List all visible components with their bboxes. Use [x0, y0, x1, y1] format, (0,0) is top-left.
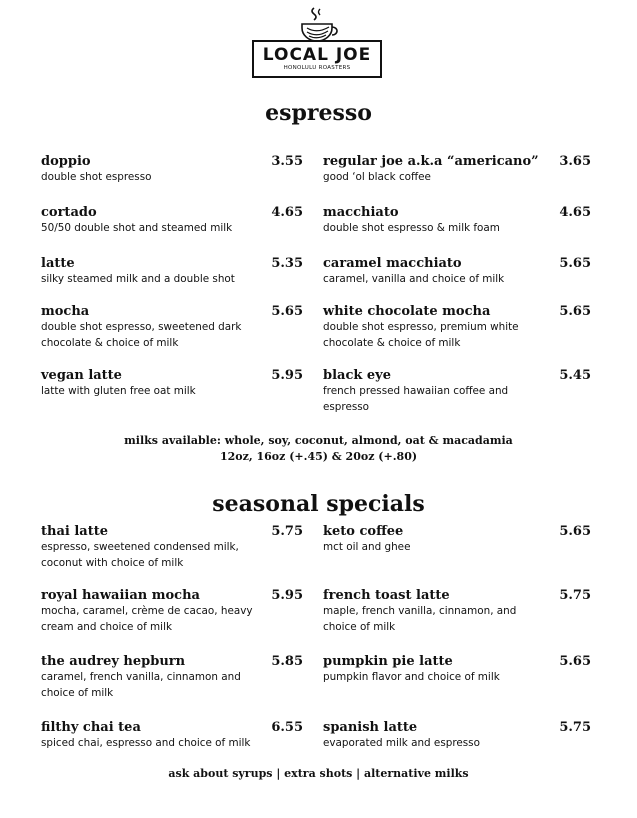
- menu-item: [323, 204, 591, 237]
- logo-tagline: HONOLULU ROASTERS: [283, 65, 351, 71]
- menu-item: [323, 587, 591, 635]
- item-price: 5.85: [271, 654, 303, 669]
- item-price: 5.35: [271, 256, 303, 271]
- item-price: 4.65: [271, 205, 303, 220]
- item-name: vegan latte: [41, 368, 122, 383]
- item-price: 5.65: [271, 304, 303, 319]
- item-name: the audrey hepburn: [41, 654, 186, 669]
- item-description: caramel, vanilla and choice of milk: [323, 273, 505, 285]
- item-description: spiced chai, espresso and choice of milk: [41, 737, 251, 749]
- item-description: double shot espresso: [41, 171, 152, 183]
- item-price: 5.65: [559, 304, 591, 319]
- item-name: regular joe a.k.a “americano”: [323, 154, 539, 169]
- item-description: caramel, french vanilla, cinnamon and choice of milk: [41, 671, 241, 699]
- item-name: latte: [41, 256, 75, 271]
- menu-item: [41, 255, 303, 288]
- item-name: cortado: [41, 205, 97, 220]
- item-description: espresso, sweetened condensed milk, coconut with choice of milk: [41, 541, 239, 569]
- item-description: evaporated milk and espresso: [323, 737, 480, 749]
- item-description: good ‘ol black coffee: [323, 171, 431, 183]
- item-name: thai latte: [41, 524, 108, 539]
- menu-item: [41, 367, 303, 400]
- item-price: 3.65: [559, 154, 591, 169]
- item-price: 5.65: [559, 256, 591, 271]
- item-name: keto coffee: [323, 524, 404, 539]
- item-name: white chocolate mocha: [323, 304, 491, 319]
- logo-name: LOCAL JOE: [262, 45, 372, 65]
- item-name: french toast latte: [323, 588, 450, 603]
- menu-item: [323, 303, 591, 351]
- menu-item: [41, 204, 303, 237]
- menu-item: [323, 719, 591, 752]
- item-price: 3.55: [271, 154, 303, 169]
- milks-note: milks available: whole, soy, coconut, almond, oat & macadamia: [124, 434, 513, 447]
- item-price: 5.95: [271, 588, 303, 603]
- menu-item: [323, 523, 591, 556]
- item-price: 5.65: [559, 654, 591, 669]
- menu-item: [323, 653, 591, 686]
- item-price: 4.65: [559, 205, 591, 220]
- item-price: 5.75: [559, 720, 591, 735]
- item-description: double shot espresso, premium white chocolate & choice of milk: [323, 321, 519, 349]
- item-name: caramel macchiato: [323, 256, 462, 271]
- item-price: 5.95: [271, 368, 303, 383]
- footer-note: ask about syrups | extra shots | alternative milks: [168, 767, 469, 780]
- item-name: doppio: [41, 154, 91, 169]
- menu-item: [41, 587, 303, 635]
- item-description: mct oil and ghee: [323, 541, 411, 553]
- item-description: double shot espresso & milk foam: [323, 222, 500, 234]
- item-name: spanish latte: [323, 720, 418, 735]
- menu-item: [41, 153, 303, 186]
- item-price: 6.55: [271, 720, 303, 735]
- item-name: filthy chai tea: [41, 720, 141, 735]
- section-title-seasonal-specials: seasonal specials: [212, 491, 425, 517]
- item-description: pumpkin flavor and choice of milk: [323, 671, 500, 683]
- item-price: 5.45: [559, 368, 591, 383]
- menu-item: [41, 523, 303, 571]
- item-name: macchiato: [323, 205, 399, 220]
- item-name: pumpkin pie latte: [323, 654, 453, 669]
- item-price: 5.75: [559, 588, 591, 603]
- item-description: latte with gluten free oat milk: [41, 385, 196, 397]
- logo-frame: [252, 40, 382, 78]
- item-description: french pressed hawaiian coffee and espresso: [323, 385, 509, 413]
- local-joe-logo: [252, 4, 384, 78]
- item-description: double shot espresso, sweetened dark chocolate & choice of milk: [41, 321, 242, 349]
- item-description: maple, french vanilla, cinnamon, and choice of milk: [323, 605, 517, 633]
- coffee-cup-icon: [296, 6, 342, 44]
- item-name: mocha: [41, 304, 90, 319]
- item-price: 5.75: [271, 524, 303, 539]
- menu-item: [323, 367, 591, 415]
- menu-item: [323, 255, 591, 288]
- item-name: royal hawaiian mocha: [41, 588, 200, 603]
- item-price: 5.65: [559, 524, 591, 539]
- menu-item: [41, 303, 303, 351]
- menu-item: [323, 153, 591, 186]
- item-description: silky steamed milk and a double shot: [41, 273, 235, 285]
- item-name: black eye: [323, 368, 391, 383]
- item-description: 50/50 double shot and steamed milk: [41, 222, 233, 234]
- item-description: mocha, caramel, crème de cacao, heavy cream and choice of milk: [41, 605, 253, 633]
- sizes-note: 12oz, 16oz (+.45) & 20oz (+.80): [219, 450, 418, 463]
- menu-item: [41, 719, 303, 752]
- section-title-espresso: espresso: [265, 100, 372, 126]
- menu-item: [41, 653, 303, 701]
